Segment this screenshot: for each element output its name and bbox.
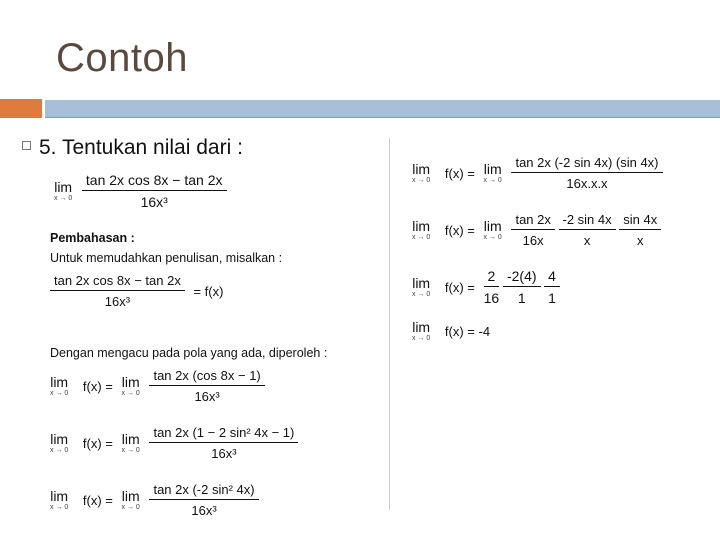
- step-3-fraction: [149, 482, 258, 518]
- right-step-1-numerator: tan 2x (-2 sin 4x) (sin 4x): [511, 155, 662, 173]
- bullet-square-icon: [22, 141, 31, 150]
- column-divider: [389, 138, 390, 510]
- right-step-3-factor-2-num: -2(4): [503, 268, 541, 287]
- right-step-2-factor-1-den: 16x: [522, 233, 544, 248]
- right-step-3-factor-2-den: 1: [517, 290, 526, 306]
- step-2-denominator: 16x³: [211, 446, 237, 461]
- misalkan-expression: [50, 273, 228, 309]
- right-step-3-factor-1-num: 2: [484, 268, 500, 287]
- lim-operator: lim x → 0: [412, 319, 431, 342]
- right-step-3-factor-1-den: 16: [483, 290, 500, 306]
- lim-operator: lim x → 0: [483, 161, 502, 184]
- step-1-denominator: 16x³: [194, 389, 220, 404]
- misalkan-fraction: [50, 273, 185, 309]
- lim-operator: lim x → 0: [483, 218, 502, 241]
- right-step-2-factor-2-den: x: [583, 233, 591, 248]
- final-result: f(x) = -4: [444, 323, 491, 339]
- right-step-2-factor-1: [511, 212, 554, 248]
- misalkan-rhs: = f(x): [193, 283, 224, 299]
- right-step-3-factor-3: [544, 268, 560, 306]
- question-fraction: [82, 172, 227, 210]
- step-1: [50, 368, 265, 404]
- lim-operator: lim x → 0: [50, 431, 69, 454]
- right-step-2: [412, 212, 661, 248]
- question-text: 5. Tentukan nilai dari :: [39, 136, 243, 159]
- lim-operator: lim x → 0: [50, 488, 69, 511]
- lim-operator: lim x → 0: [121, 488, 140, 511]
- step-3-denominator: 16x³: [191, 503, 217, 518]
- right-step-2-factor-3: [619, 212, 661, 248]
- right-step-1-lhs: f(x) =: [444, 165, 475, 181]
- right-step-3-factor-3-num: 4: [544, 268, 560, 287]
- accent-bar-blue: [45, 100, 720, 117]
- lim-operator: lim x → 0: [121, 374, 140, 397]
- right-step-3-factor-3-den: 1: [548, 290, 556, 306]
- right-step-2-factor-3-num: sin 4x: [619, 212, 661, 230]
- right-step-2-factor-1-num: tan 2x: [511, 212, 554, 230]
- lim-operator: lim x → 0: [412, 275, 431, 298]
- accent-bar-orange: [0, 99, 42, 118]
- question-limit: [54, 172, 227, 210]
- lim-operator: lim x → 0: [412, 218, 431, 241]
- right-step-3-factor-1: [484, 268, 500, 306]
- accent-bar-underline: [45, 117, 720, 118]
- lim-operator: lim x → 0: [54, 179, 73, 202]
- pembahasan-heading: Pembahasan :: [50, 231, 135, 245]
- step-2-numerator: tan 2x (1 − 2 sin² 4x − 1): [149, 425, 298, 443]
- right-step-2-factor-2-num: -2 sin 4x: [559, 212, 616, 230]
- step-2: [50, 425, 298, 461]
- question-denominator: 16x³: [140, 194, 168, 210]
- step-3: [50, 482, 259, 518]
- untuk-text: Untuk memudahkan penulisan, misalkan :: [50, 251, 283, 265]
- right-step-1-fraction: [511, 155, 662, 191]
- step-3-lhs: f(x) =: [82, 492, 113, 508]
- right-step-3-factor-2: [503, 268, 541, 306]
- right-step-3: [412, 268, 560, 306]
- lim-operator: lim x → 0: [121, 431, 140, 454]
- right-step-1-denominator: 16x.x.x: [566, 176, 608, 191]
- step-2-fraction: [149, 425, 298, 461]
- right-step-4: [412, 320, 495, 342]
- step-3-numerator: tan 2x (-2 sin² 4x): [149, 482, 258, 500]
- step-1-fraction: [149, 368, 264, 404]
- slide-title: Contoh: [56, 36, 188, 80]
- question-bullet: [22, 136, 243, 160]
- right-step-2-factor-3-den: x: [637, 233, 644, 248]
- right-step-2-factor-2: [559, 212, 616, 248]
- step-1-numerator: tan 2x (cos 8x − 1): [149, 368, 264, 386]
- misalkan-numerator: tan 2x cos 8x − tan 2x: [50, 273, 185, 291]
- misalkan-denominator: 16x³: [104, 294, 131, 309]
- question-numerator: tan 2x cos 8x − tan 2x: [82, 172, 227, 191]
- step-2-lhs: f(x) =: [82, 435, 113, 451]
- dengan-text: Dengan mengacu pada pola yang ada, diperoleh :: [50, 346, 328, 360]
- lim-operator: lim x → 0: [412, 161, 431, 184]
- step-1-lhs: f(x) =: [82, 378, 113, 394]
- right-step-3-lhs: f(x) =: [444, 279, 475, 295]
- right-step-1: [412, 155, 663, 191]
- right-step-2-lhs: f(x) =: [444, 222, 475, 238]
- lim-operator: lim x → 0: [50, 374, 69, 397]
